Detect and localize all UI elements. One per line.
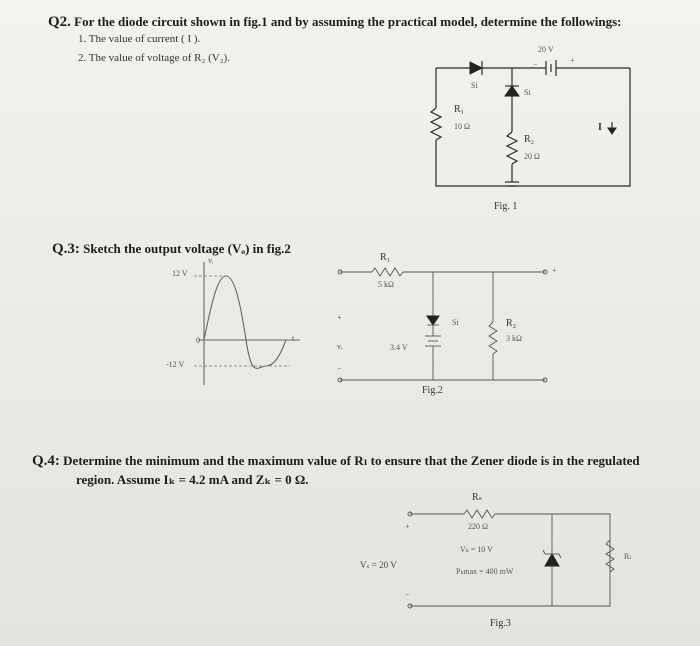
fig1-r1-name: R₁ <box>454 104 465 115</box>
fig2-battery: 3.4 V <box>390 343 408 352</box>
fig2-plus-out: + <box>552 266 557 275</box>
fig3-caption: Fig.3 <box>490 618 511 629</box>
fig1-minus: − <box>533 60 538 69</box>
fig2-vi: vᵢ <box>337 342 343 351</box>
q3-number: Q.3: <box>52 241 80 257</box>
fig3-vs: Vₛ = 20 V <box>360 560 397 570</box>
fig2-diode: Si <box>452 318 459 327</box>
graph-zero: 0 <box>196 336 200 345</box>
fig1-r2-value: 20 Ω <box>524 152 540 161</box>
fig3-vz: Vₖ = 10 V <box>460 545 493 554</box>
graph-vmin: -12 V <box>166 360 185 369</box>
fig2-plus-in: + <box>337 313 342 322</box>
q2-text: For the diode circuit shown in fig.1 and by assuming the practical model, determine the followings: <box>74 14 622 29</box>
q3-text: Sketch the output voltage (Vₒ) in fig.2 <box>83 241 291 256</box>
fig2-r2-name: R₂ <box>506 318 517 329</box>
q4-text-line2: region. Assume Iₖ = 4.2 mA and Zₖ = 0 Ω. <box>76 472 309 487</box>
q2-item-1: 1. The value of current ( I ). <box>78 33 201 45</box>
fig2-r2-value: 3 kΩ <box>506 334 522 343</box>
fig2-r1-value: 5 kΩ <box>378 280 394 289</box>
fig1-d2-label: Si <box>524 88 531 97</box>
q4-text-line1: Determine the minimum and the maximum value of Rₗ to ensure that the Zener diode is in the regulated <box>63 453 640 468</box>
fig2-r1-name: R₁ <box>380 252 391 263</box>
fig3-rl: Rₗ <box>624 552 632 561</box>
fig3-pz: Pₖmax = 400 mW <box>456 567 514 576</box>
q4-number: Q.4: <box>32 453 60 469</box>
fig2-caption: Fig.2 <box>422 385 443 396</box>
q2-number: Q2. <box>48 14 71 30</box>
fig1-source: 20 V <box>538 45 554 54</box>
q2-item-2: 2. The value of voltage of R₂ (V₂). <box>78 52 230 64</box>
fig3-plus: + <box>405 522 410 531</box>
fig3-rs-value: 220 Ω <box>468 522 488 531</box>
fig3-rs-name: Rₛ <box>472 492 483 503</box>
fig1-d1-label: Si <box>471 81 478 90</box>
fig3-minus: − <box>405 590 410 599</box>
fig1-caption: Fig. 1 <box>494 201 518 212</box>
fig1-r1-value: 10 Ω <box>454 122 470 131</box>
graph-vmax: 12 V <box>172 269 188 278</box>
fig1-plus: + <box>570 56 575 65</box>
graph-xaxis: t <box>292 334 295 343</box>
graph-yaxis: vᵢ <box>208 256 214 265</box>
fig1-current-label: I <box>598 122 602 133</box>
fig1-r2-name: R₂ <box>524 134 535 145</box>
fig2-minus-in: − <box>337 364 342 373</box>
